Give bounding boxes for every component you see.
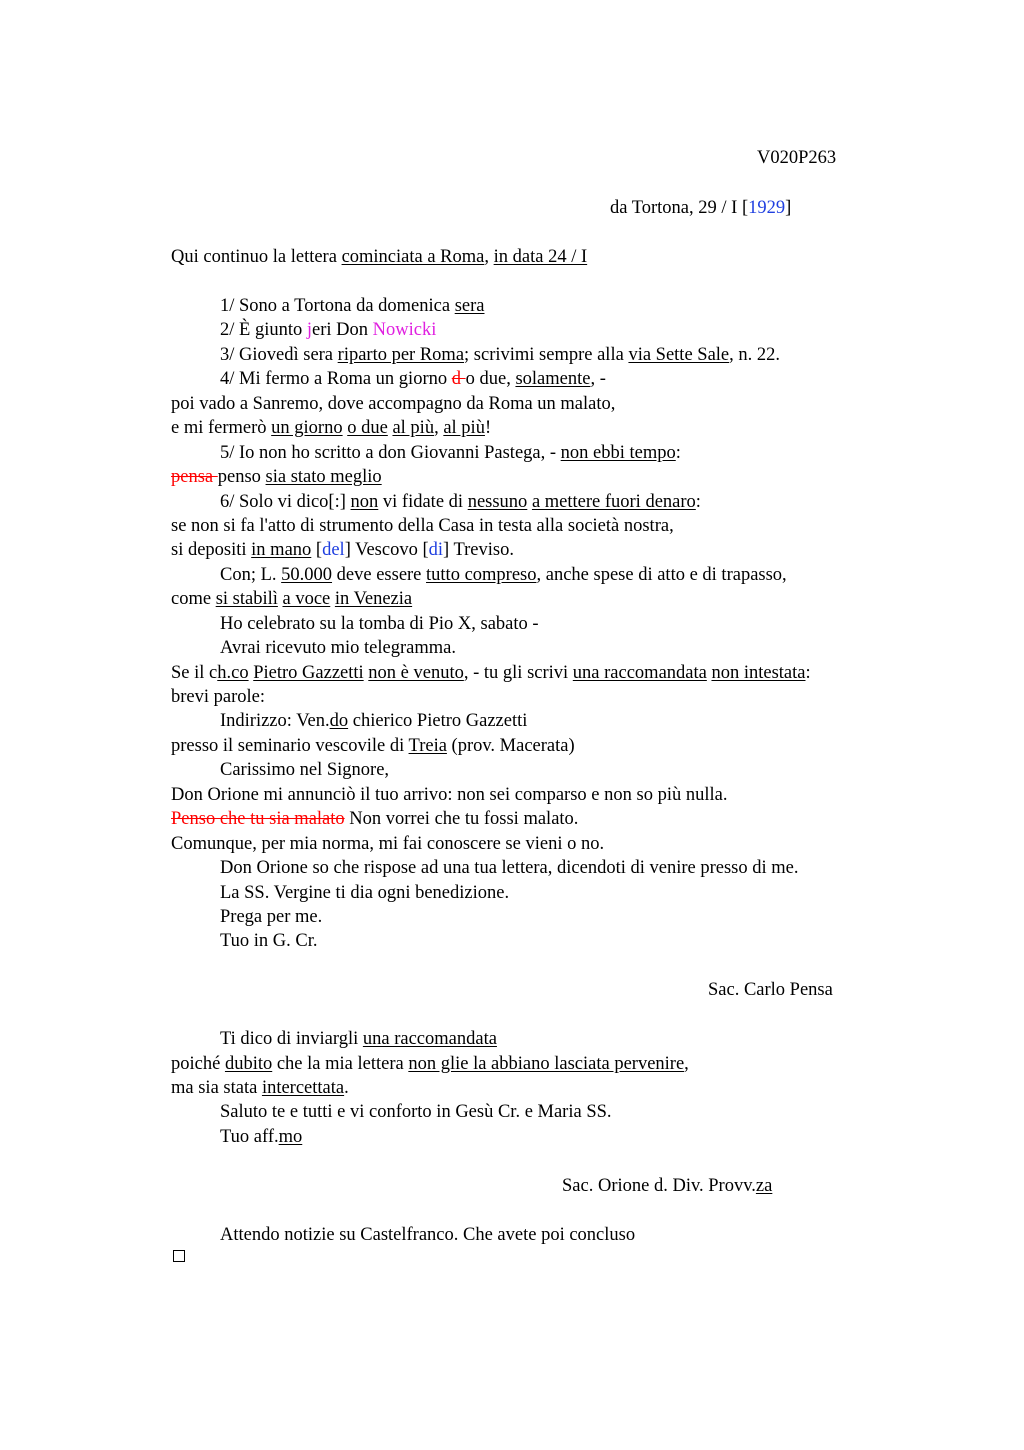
editor-year: 1929: [748, 198, 786, 218]
postscript-closing: Tuo aff.mo: [220, 1127, 303, 1147]
address-line-1: Indirizzo: Ven.do chierico Pietro Gazzetti: [220, 711, 528, 731]
signature-orione: Sac. Orione d. Div. Provv.za: [562, 1176, 773, 1196]
postscript-line-4: Saluto te e tutti e vi conforto in Gesù Cr. e Maria SS.: [220, 1102, 612, 1122]
postscript-line-3: ma sia stata intercettata.: [171, 1078, 349, 1098]
letter-line-2: Penso che tu sia malato Non vorrei che tu fossi malato.: [171, 809, 579, 829]
paragraph-price-cont: come si stabilì a voce in Venezia: [171, 589, 413, 609]
paragraph-telegram: Avrai ricevuto mio telegramma.: [220, 638, 456, 658]
paragraph-gazzetti-cont: brevi parole:: [171, 687, 265, 707]
address-line-2: presso il seminario vescovile di Treia (prov. Macerata): [171, 736, 575, 756]
point-1: 1/ Sono a Tortona da domenica sera: [220, 296, 485, 316]
point-5-cont: pensa penso sia stato meglio: [171, 467, 382, 487]
letter-line-6: Prega per me.: [220, 907, 323, 927]
point-2: 2/ È giunto jeri Don Nowicki: [220, 320, 437, 340]
postscript-line-1: Ti dico di inviargli una raccomandata: [220, 1029, 497, 1049]
point-4: 4/ Mi fermo a Roma un giorno d o due, solamente, -: [220, 369, 606, 389]
point-4-cont-2: e mi fermerò un giorno o due al più, al più!: [171, 418, 492, 438]
end-square-icon: [173, 1250, 185, 1262]
document-code: V020P263: [757, 148, 837, 168]
place-date: da Tortona, 29 / I [1929]: [610, 198, 792, 218]
highlighted-name: Nowicki: [372, 320, 437, 340]
letter-line-5: La SS. Vergine ti dia ogni benedizione.: [220, 883, 510, 903]
point-5: 5/ Io non ho scritto a don Giovanni Pastega, - non ebbi tempo:: [220, 443, 681, 463]
intro-line: Qui continuo la lettera cominciata a Roma, in data 24 / I: [171, 247, 588, 267]
salutation: Carissimo nel Signore,: [220, 760, 390, 780]
point-3: 3/ Giovedì sera riparto per Roma; scrivimi sempre alla via Sette Sale, n. 22.: [220, 345, 781, 365]
point-6-cont: se non si fa l'atto di strumento della Casa in testa alla società nostra,: [171, 516, 674, 536]
signature-pensa: Sac. Carlo Pensa: [708, 980, 833, 1000]
point-6: 6/ Solo vi dico[:] non vi fidate di nessuno a mettere fuori denaro:: [220, 492, 701, 512]
paragraph-price: Con; L. 50.000 deve essere tutto compreso, anche spese di atto e di trapasso,: [220, 565, 787, 585]
letter-closing: Tuo in G. Cr.: [220, 931, 318, 951]
final-note: Attendo notizie su Castelfranco. Che avete poi concluso: [220, 1225, 636, 1245]
postscript-line-2: poiché dubito che la mia lettera non glie la abbiano lasciata pervenire,: [171, 1054, 689, 1074]
paragraph-pio-x: Ho celebrato su la tomba di Pio X, sabato -: [220, 614, 539, 634]
paragraph-gazzetti: Se il ch.co Pietro Gazzetti non è venuto, - tu gli scrivi una raccomandata non intestata:: [171, 663, 811, 683]
point-6-cont-2: si depositi in mano [del] Vescovo [di] Treviso.: [171, 540, 514, 560]
letter-line-3: Comunque, per mia norma, mi fai conoscere se vieni o no.: [171, 834, 605, 854]
letter-line-4: Don Orione so che rispose ad una tua lettera, dicendoti di venire presso di me.: [220, 858, 799, 878]
point-4-cont: poi vado a Sanremo, dove accompagno da Roma un malato,: [171, 394, 616, 414]
letter-line-1: Don Orione mi annunciò il tuo arrivo: non sei comparso e non so più nulla.: [171, 785, 728, 805]
